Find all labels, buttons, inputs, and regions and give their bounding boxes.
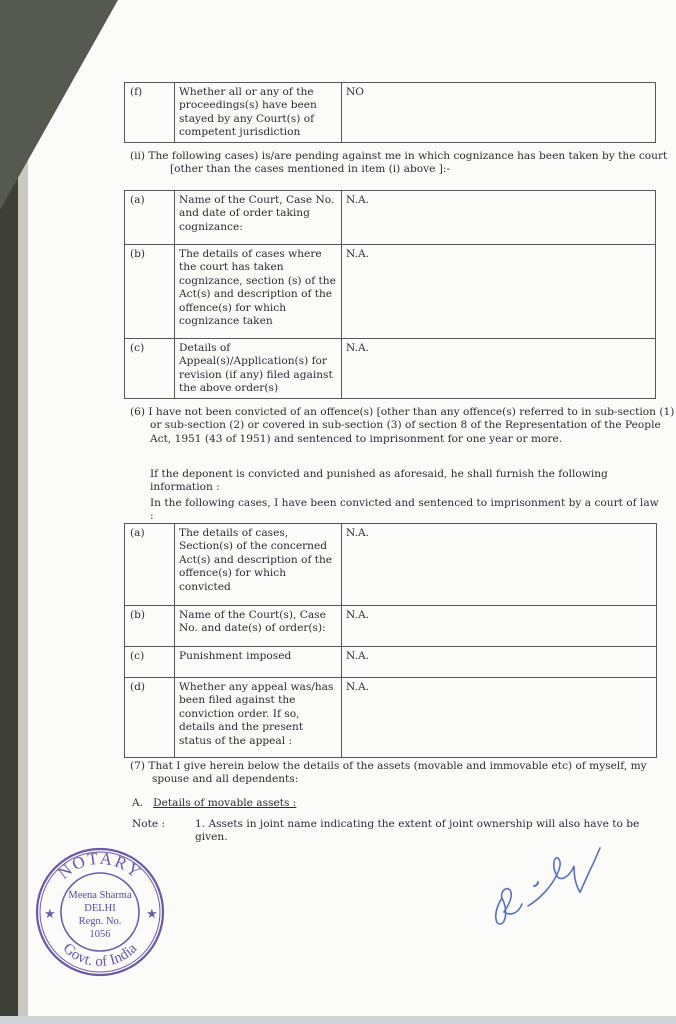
row-answer: N.A. [342,647,657,678]
table-row [125,339,656,399]
stamp-number: 1056 [89,929,111,940]
section-6-para2: If the deponent is convicted and punished as aforesaid, he shall furnish the following information : [150,468,608,494]
notary-stamp [34,846,166,978]
row-label: (b) [125,245,175,339]
stamp-regn: Regn. No. [78,916,122,927]
section-7-text: (7) That I give herein below the details of the assets (movable and immovable etc) of myself, my spouse and all dependents: [130,760,647,786]
table-item-f [124,82,656,143]
row-question: Punishment imposed [175,647,342,678]
section-6-text: (6) I have not been convicted of an offence(s) [other than any offence(s) referred to in sub-section (1) or sub-section (2) or covered in sub-section (3) of section 8 of the Representation of the People Act, 1951 (43 of 1951) and sentenced to imprisonment for one year or more. [130,406,675,445]
row-label: (a) [125,524,175,606]
row-question: The details of cases where the court has taken cognizance, section (s) of the Act(s) and description of the offence(s) for which cognizance taken [175,245,342,339]
stamp-city: DELHI [84,903,116,914]
table-row [125,245,656,339]
heading-prefix: A. [132,797,144,809]
heading-text: Details of movable assets : [153,797,297,809]
note-text: 1. Assets in joint name indicating the extent of joint ownership will also have to be given. [195,818,640,844]
row-answer: N.A. [342,524,657,606]
section-6-para3: In the following cases, I have been convicted and sentenced to imprisonment by a court of law : [150,497,659,523]
row-question: The details of cases, Section(s) of the concerned Act(s) and description of the offence(s) for which convicted [175,524,342,606]
table-section-ii [124,190,656,399]
row-answer: N.A. [342,606,657,647]
row-label: (b) [125,606,175,647]
table-row [125,524,657,606]
movable-assets-heading [132,797,432,810]
table-row [125,606,657,647]
svg-text:Govt. of India [60,940,141,970]
table-row [125,678,657,758]
row-label: (c) [125,647,175,678]
row-answer: N.A. [342,191,656,245]
row-label: (f) [125,83,175,143]
note-label: Note : [132,818,166,830]
table-row [125,83,656,143]
svg-text:NOTARY [54,849,145,883]
row-answer: N.A. [342,245,656,339]
row-question: Whether all or any of the proceedings(s) have been stayed by any Court(s) of competent jurisdiction [175,83,342,143]
row-answer: N.A. [342,339,656,399]
row-answer: NO [342,83,656,143]
star-icon: ★ [44,907,56,922]
row-answer: N.A. [342,678,657,758]
star-icon: ★ [146,907,158,922]
row-question: Whether any appeal was/has been filed against the conviction order. If so, details and the present status of the appeal : [175,678,342,758]
table-row [125,191,656,245]
row-question: Name of the Court(s), Case No. and date(s) of order(s): [175,606,342,647]
row-label: (d) [125,678,175,758]
handwritten-signature [488,840,608,930]
section-ii-text: (ii) The following cases) is/are pending against me in which cognizance has been taken by the court [other than the cases mentioned in item (i) above ]:- [130,150,668,176]
row-label: (a) [125,191,175,245]
row-question: Details of Appeal(s)/Application(s) for revision (if any) filed against the above order(s) [175,339,342,399]
stamp-name: Meena Sharma [68,890,132,901]
stamp-top-text: NOTARY [54,848,146,883]
table-section-6 [124,523,657,758]
row-question: Name of the Court, Case No. and date of order taking cognizance: [175,191,342,245]
stamp-bottom-text: Govt. of India [59,940,141,971]
table-row [125,647,657,678]
row-label: (c) [125,339,175,399]
